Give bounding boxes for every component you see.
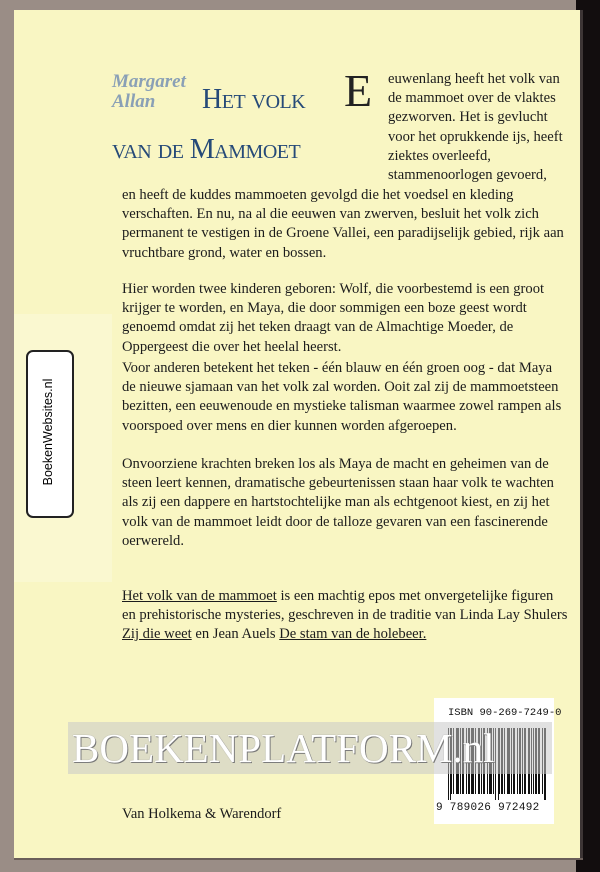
blurb-paragraph-4: Onvoorziene krachten breken los als Maya de macht en geheimen van de steen leert kennen, dramatische gebeurtenissen staan haar volk te wachten als zij een dappere en hartstochtelijke man als echtgenoot kiest, en zij het volk van de mammoet leidt door de talloze gevaren van een fascinerende oerwereld. [122,456,554,549]
watermark-text: BOEKENPLATFORM.nl [72,725,495,771]
blurb-intro: euwenlang heeft het volk van de mammoet over de vlaktes gezworven. Het is gevlucht voor het oprukkende ijs, heeft ziektes overleefd, stammenoorlogen gevoerd, [388,71,563,184]
blurb-paragraph-1: en heeft de kuddes mammoeten gevolgd die het voedsel en kleding verschaften. En nu, na al die eeuwen van zwerven, besluit het volk zich permanent te vestigen in de Groene Vallei, een paradijselijk gebied, rijk aan vruchtbare grond, water en bossen. [122,187,564,261]
author-last-name: Allan [112,91,156,112]
blurb-paragraph-2: Hier worden twee kinderen geboren: Wolf, die voorbestemd is een groot krijger te worden, en Maya, die door sommigen een boze geest wordt genoemd omdat zij het teken draagt van de Almachtige Moeder, de Oppergeest die over het heelal heerst. [122,281,545,355]
blurb-paragraph-3: Voor anderen betekent het teken - één blauw en één groen oog - dat Maya de nieuwe sjamaan van het volk zal worden. Ooit zal zij de mammoetsteen bezitten, een eeuwenoude en mystieke talisman waarmee zowel rampen als voorspoed over mens en dier kunnen worden afgeroepen. [122,360,562,434]
author-name [112,72,186,112]
blurb-text-segment: is een machtig epos met onvergetelijke figuren en prehistorische mysteries, geschreven in de traditie van Linda Lay Shulers [122,588,568,624]
blurb-text-segment: en Jean Auels [191,626,280,643]
isbn-number: ISBN 90-269-7249-0 [448,707,562,719]
author-first-name: Margaret [112,71,186,92]
book-reference-2: De stam van de holebeer. [279,626,427,643]
sticker-label: BoekenWebsites.nl [41,378,55,486]
blurb-paragraph-5 [122,587,568,645]
ean-number: 9 789026 972492 [436,802,540,814]
book-reference-1: Zij die weet [122,626,192,643]
drop-cap: E [344,65,373,116]
book-title-line2: van de Mammoet [112,134,301,165]
publisher-name: Van Holkema & Warendorf [122,806,282,822]
book-title-line1: Het volk [202,84,306,115]
book-reference-title: Het volk van de mammoet [122,588,277,604]
